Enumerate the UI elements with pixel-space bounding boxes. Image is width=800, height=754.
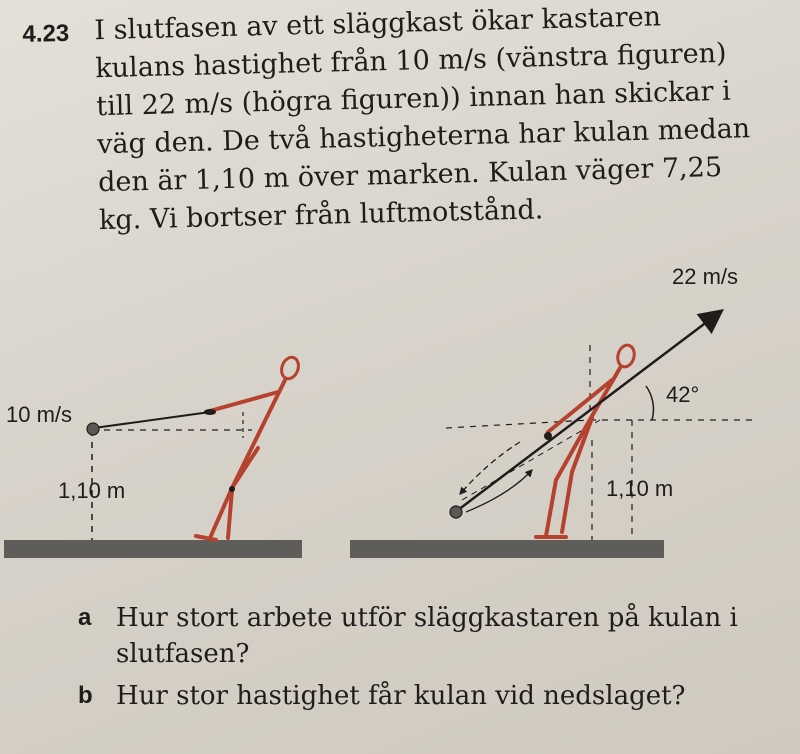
problem-text: I slutfasen av ett släggkast ökar kastaren kulans hastighet från 10 m/s (vänstra figuren) till 22 m/s (högra figuren)) innan han skickar i väg den. De två hastigheterna har kulan medan den är 1,10 m över marken. Kulan väger 7,25 kg. Vi bortser från luftmotstånd. xyxy=(94,1,751,237)
right-ground xyxy=(350,540,664,558)
velocity-arrow xyxy=(458,312,720,510)
right-speed-label: 22 m/s xyxy=(672,264,739,289)
question-a-letter: a xyxy=(78,604,92,631)
questions-list xyxy=(78,600,778,720)
left-knee-joint xyxy=(229,486,235,492)
right-figure xyxy=(350,264,752,558)
question-b xyxy=(78,678,778,714)
left-hammer-wire xyxy=(94,412,210,428)
left-ground xyxy=(4,540,302,558)
left-grip xyxy=(204,409,216,415)
problem-block xyxy=(22,0,787,242)
right-swing-path-upper xyxy=(462,420,600,500)
problem-number: 4.23 xyxy=(22,19,70,48)
left-hammer-ball xyxy=(87,423,99,435)
question-b-text: Hur stor hastighet får kulan vid nedslaget? xyxy=(116,681,686,711)
hammer-throw-figure xyxy=(0,250,800,580)
right-grip xyxy=(544,432,552,440)
question-b-letter: b xyxy=(78,682,93,709)
left-figure xyxy=(4,355,302,558)
right-hammer-ball xyxy=(450,506,462,518)
question-a xyxy=(78,600,778,672)
question-a-text: Hur stort arbete utför släggkastaren på kulan i slutfasen? xyxy=(116,603,738,669)
right-height-label: 1,10 m xyxy=(606,476,674,501)
left-height-label: 1,10 m xyxy=(58,478,126,503)
angle-label: 42° xyxy=(666,382,700,407)
left-thrower xyxy=(196,355,301,540)
left-speed-label: 10 m/s xyxy=(6,402,73,427)
angle-arc xyxy=(646,386,653,420)
